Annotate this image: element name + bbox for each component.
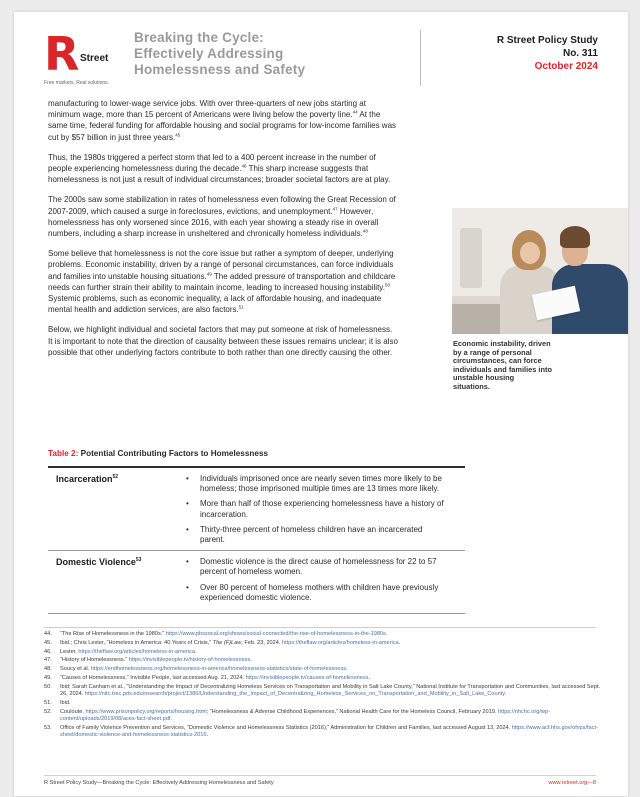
document-title <box>134 30 334 78</box>
r-street-logo <box>44 27 126 92</box>
factor-bullets <box>186 474 465 545</box>
footer-rule <box>44 775 596 776</box>
footnote-link[interactable]: https://theflaw.org/articles/homeless-in-america <box>78 648 195 655</box>
table-bottom-rule <box>48 613 465 614</box>
paragraph: The 2000s saw some stabilization in rates of homelessness even following the Great Recession of 2007-2009, which caused a surge in foreclosures, evictions, and unemployment.$^{47}$ However, homelessness has only worsened since 2016, with each year showing a steady rise in overall numbers, including a sharp increase in unsheltered and chronically homeless individuals.$^{48}$ <box>48 195 396 239</box>
table-title-text: Potential Contributing Factors to Homelessness <box>78 449 269 458</box>
footnote-link[interactable]: https://theflaw.org/articles/homeless-in-america <box>282 639 399 646</box>
footnote-ref[interactable]: 45 <box>175 131 181 137</box>
table-label: Table 2: <box>48 449 79 458</box>
footnote-link[interactable]: https://nhchc.org/wp-content/uploads/2019/08/aces-fact-sheet.pdf <box>60 708 550 722</box>
footnote-link[interactable]: https://www.prisonpolicy.org/reports/housing.html <box>85 708 207 715</box>
logo-tagline: Free markets. Real solutions. <box>44 80 110 86</box>
footnote-ref[interactable]: 44 <box>352 109 358 115</box>
factor-bullets <box>186 557 465 603</box>
footnote-rule <box>44 627 596 628</box>
study-date: October 2024 <box>534 61 598 72</box>
paragraph: manufacturing to lower-wage service jobs. With over three-quarters of new jobs starting at minimum wage, more than 15 percent of Americans were living below the poverty line.$^{44}$ At the same time, federal funding for affordable housing and social programs for low-income families was cut by $57 billion in just three years.$^{45}$ <box>48 99 397 142</box>
table-row <box>48 474 465 545</box>
bullet-item: • Over 80 percent of homeless mothers with children have previously experienced domestic violence. <box>186 583 448 603</box>
title-line: Effectively Addressing <box>134 46 284 61</box>
footnote-link[interactable]: https://www.acf.hhs.gov/ofvps/fact-sheet/domestic-violence-and-homelessness-statistics-2016 <box>60 724 598 738</box>
factor-name: Domestic Violence$^{53}$ <box>56 557 142 568</box>
table-top-rule <box>48 466 465 468</box>
paragraph: Below, we highlight individual and societal factors that may put someone at risk of homelessness. It is important to note that the direction of causality between these issues remains unclear; it is also possible that other underlying factors contribute to both rather than one directly causing the other. <box>48 325 398 357</box>
footnote-ref[interactable]: 49 <box>206 270 212 276</box>
footnote-ref[interactable]: 47 <box>332 205 338 211</box>
factor-table <box>48 474 465 608</box>
header-divider <box>420 30 421 86</box>
table-title <box>48 449 268 458</box>
footnote-link[interactable]: https://invisiblepeople.tv/history-of-homelessness <box>128 657 251 664</box>
study-number: No. 311 <box>562 48 598 59</box>
footnote: 44. “The Rise of Homelessness in the 1980s.” https://www.pbssocal.org/shows/social-connected/the-rise-of-homelessness-in-the-1980s. <box>44 631 388 637</box>
study-info <box>497 34 598 74</box>
footnote-ref[interactable]: 53 <box>135 557 142 564</box>
footnotes <box>44 631 604 741</box>
footer-page-link[interactable]: www.rstreet.org—8 <box>548 780 596 786</box>
bullet-item: • Domestic violence is the direct cause of homelessness for 22 to 57 percent of homeless women. <box>186 557 448 577</box>
study-series: R Street Policy Study <box>496 35 598 46</box>
footnote: 47. “History of Homelessness.” https://invisiblepeople.tv/history-of-homelessness. <box>44 657 252 664</box>
factor-name: Incarceration$^{52}$ <box>56 474 119 484</box>
paragraph: Some believe that homelessness is not the core issue but rather a symptom of deeper, underlying problems. Economic instability, driven by a range of personal circumstances, can force individuals and families into unstable housing situations.$^{49}$ The added pressure of transportation and childcare needs can further strain their ability to maintain income, leading to increased housing instability.$^{50}$ Systemic problems, such as economic inequality, a lack of affordable housing, and inadequate mental health and addiction services, are also factors.$^{51}$ <box>48 249 396 315</box>
footnote-ref[interactable]: 46 <box>241 163 247 169</box>
footnote-ref[interactable]: 50 <box>384 282 390 288</box>
bullet-item: • Individuals imprisoned once are nearly seven times more likely to be homeless; those imprisoned multiple times are 13 times more likely. <box>186 474 448 494</box>
footnote: 52. Couloute. https://www.prisonpolicy.org/reports/housing.html; “Homelessness & Adverse Childhood Experiences,” National Health Care for the Homeless Council, February 2019. https://nhchc.org/wp-content/uploads/2019/08/aces-fact-sheet.pdf. <box>44 708 550 722</box>
footnote-ref[interactable]: 48 <box>362 228 368 234</box>
logo-word: Street <box>80 53 109 64</box>
body-text <box>48 98 398 367</box>
footnote: 46. Lester. https://theflaw.org/articles/homeless-in-america. <box>44 648 197 655</box>
bullet-item: • More than half of those experiencing homelessness have a history of incarceration. <box>186 499 448 519</box>
footnote-ref[interactable]: 52 <box>112 474 119 480</box>
row-divider <box>48 550 465 551</box>
footnote: 45. Ibid.; Chris Lester, “Homeless in America: 40 Years of Crisis,” The (F)Law, Feb. 23, 2024. https://theflaw.org/articles/homeless-in-america. <box>44 639 401 646</box>
footnote-link[interactable]: https://www.pbssocal.org/shows/social-connected/the-rise-of-homelessness-in-the-1980s <box>165 631 386 637</box>
footer-title: R Street Policy Study—Breaking the Cycle: Effectively Addressing Homelessness and Safety <box>44 780 274 786</box>
paragraph: Thus, the 1980s triggered a perfect storm that led to a 400 percent increase in the number of people experiencing homelessness during the decade.$^{46}$ This sharp increase suggests that homelessness is not just a result of individual circumstances; broader societal factors are at play. <box>48 152 391 185</box>
bullet-item: • Thirty-three percent of homeless children have an incarcerated parent. <box>186 525 448 545</box>
footnote: 50. Ibid; Sarah Canham et al., “Understanding the Impact of Decentralizing Homeless Services on Transportation and Mobility in Salt Lake County,” National Institute for Transportation and Communities, last accessed Sept. 26, 2024. https://nitc.trec.pdx.edu/research/project/1386/Understanding_the_Impact_of_Decentralizing_Homeless_Services_on_Transportation_and_Mobility_in_Salt_Lake_County. <box>44 683 600 697</box>
footnote: 49. “Causes of Homelessness,” Invisible People, last accessed Aug. 21, 2024. https://invisiblepeople.tv/causes-of-homelessness. <box>44 674 371 681</box>
footnote-link[interactable]: https://endhomelessness.org/homelessness-in-america/homelessness-statistics/state-of-homelessness <box>90 666 347 673</box>
footnote-link[interactable]: https://nitc.trec.pdx.edu/research/project/1386/Understanding_the_Impact_of_Decentralizing_Homeless_Services_on_Transportation_and_Mobility_in_Salt_Lake_County <box>84 690 505 697</box>
couple-reviewing-bills-photo <box>452 208 628 334</box>
title-line: Homelessness and Safety <box>134 62 306 77</box>
footnote: 48. Soucy et al. https://endhomelessness.org/homelessness-in-america/homelessness-statistics/state-of-homelessness. <box>44 666 348 673</box>
table-row <box>48 557 465 603</box>
footnote: 53. Office of Family Violence Prevention and Services, “Domestic Violence and Homelessness Statistics (2016),” Administration for Children and Families, last accessed August 13, 2024. https://www.acf.hhs.gov/ofvps/fact-sheet/domestic-violence-and-homelessness-statistics-2016. <box>44 724 598 738</box>
title-line: Breaking the Cycle: <box>134 30 264 45</box>
footnote: 51. Ibid. <box>44 699 71 706</box>
document-page <box>14 12 628 796</box>
logo-letter: R <box>44 27 80 81</box>
photo-caption: Economic instability, driven by a range of personal circumstances, can force individuals and families into unstable housing situations. <box>453 339 552 391</box>
footnote-link[interactable]: https://invisiblepeople.tv/causes-of-homelessness <box>245 674 369 681</box>
footnote-ref[interactable]: 51 <box>238 304 244 310</box>
